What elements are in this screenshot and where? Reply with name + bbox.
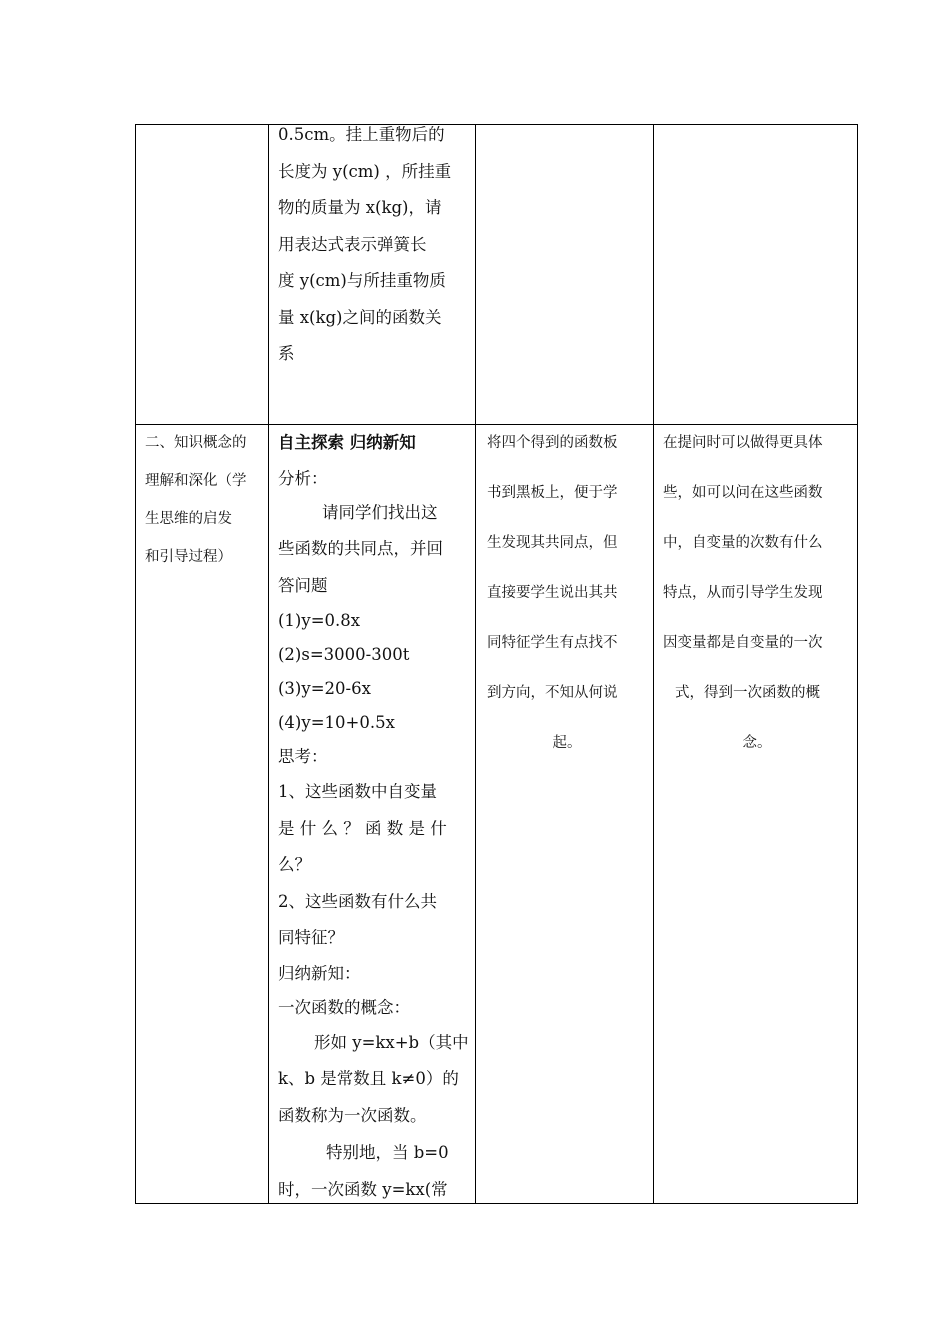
special-case-text: 时，一次函数 y=kx(常	[278, 1180, 448, 1199]
note-line: 因变量都是自变量的一次	[663, 635, 823, 651]
activity-line: 直接要学生说出其共	[487, 585, 618, 601]
question-text: 同特征？	[278, 928, 344, 947]
section-heading: 自主探索 归纳新知	[278, 433, 416, 452]
activity-line: 生发现其共同点，但	[487, 535, 618, 551]
design-notes-cell	[663, 418, 851, 768]
row1-content-cell	[278, 117, 466, 373]
note-line: 特点，从而引导学生发现	[663, 585, 823, 601]
activity-line: 起。	[552, 735, 582, 751]
stage-label-line: 二、知识概念的	[145, 435, 247, 451]
stage-label-line: 生思维的启发	[145, 511, 232, 527]
function-item: (2)s=3000-300t	[278, 645, 410, 664]
think-label: 思考：	[278, 747, 328, 766]
table-top-border	[135, 124, 858, 125]
table-right-border	[857, 124, 858, 1204]
stage-label-cell	[145, 424, 263, 576]
activity-line: 将四个得到的函数板	[487, 435, 618, 451]
question-text: 1、这些函数中自变量	[278, 782, 437, 801]
text-line: 量 x(kg)之间的函数关	[278, 307, 442, 327]
question-text: 是 什 么 ？ 函 数 是 什	[278, 818, 447, 838]
note-line: 些，如可以问在这些函数	[663, 485, 823, 501]
note-line: 念。	[742, 735, 772, 751]
table-bottom-border	[135, 1203, 858, 1204]
stage-label-line: 理解和深化（学	[145, 473, 247, 489]
function-item: (4)y=10+0.5x	[278, 713, 395, 732]
text-line: 用表达式表示弹簧长	[278, 234, 427, 254]
stage-label-line: 和引导过程）	[145, 549, 232, 565]
column-divider-1	[268, 124, 269, 1204]
activity-line: 同特征学生有点找不	[487, 635, 618, 651]
teaching-content-cell	[278, 425, 468, 1209]
question-text: 2、这些函数有什么共	[278, 891, 437, 911]
activity-line: 书到黑板上，便于学	[487, 485, 618, 501]
column-divider-2	[475, 124, 476, 1204]
prompt-text: 些函数的共同点，并回	[278, 539, 443, 558]
column-divider-3	[653, 124, 654, 1204]
prompt-text: 答问题	[278, 575, 328, 595]
text-line: 长度为 y(cm) ，所挂重	[278, 161, 452, 181]
special-case-text: 特别地，当 b=0	[326, 1143, 449, 1162]
text-line: 物的质量为 x(kg)，请	[278, 198, 442, 217]
analysis-label: 分析：	[278, 468, 328, 488]
prompt-text: 请同学们找出这	[322, 502, 438, 522]
question-text: 么？	[278, 855, 311, 874]
text-line: 度 y(cm)与所挂重物质	[278, 271, 446, 290]
text-line: 0.5cm。挂上重物后的	[278, 125, 445, 144]
definition-text: 函数称为一次函数。	[278, 1105, 427, 1125]
function-item: (1)y=0.8x	[278, 611, 361, 630]
concept-label: 一次函数的概念：	[278, 997, 410, 1017]
student-activity-cell	[487, 418, 647, 768]
summary-label: 归纳新知：	[278, 963, 361, 983]
definition-text: k、b 是常数且 k≠0）的	[278, 1069, 459, 1088]
activity-line: 到方向，不知从何说	[487, 685, 618, 701]
definition-text: 形如 y=kx+b（其中	[314, 1032, 469, 1052]
note-line: 在提问时可以做得更具体	[663, 435, 823, 451]
table-left-border	[135, 124, 136, 1204]
note-line: 中，自变量的次数有什么	[663, 535, 823, 551]
note-line: 式，得到一次函数的概	[675, 685, 820, 701]
function-item: (3)y=20-6x	[278, 679, 371, 698]
text-line: 系	[278, 344, 295, 363]
